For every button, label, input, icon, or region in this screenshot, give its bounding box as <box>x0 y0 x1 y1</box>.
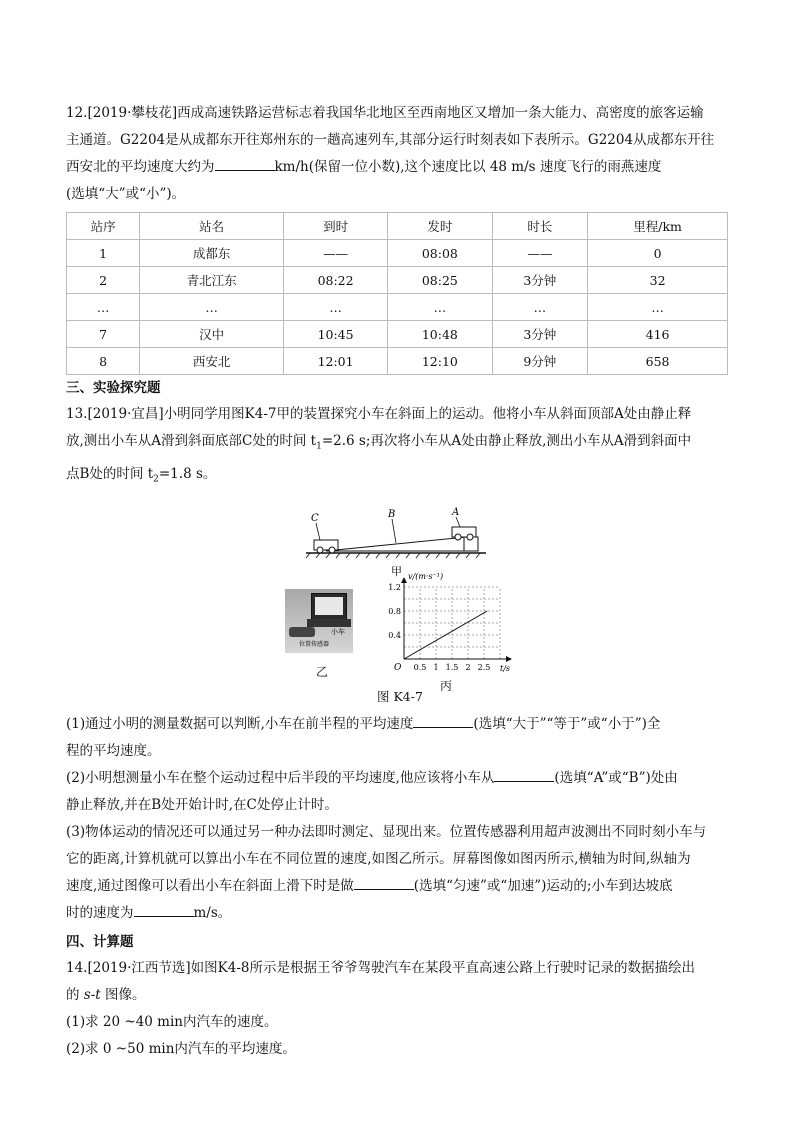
q14-line-1: 14.[2019·江西节选]如图K4-8所示是根据王爷爷驾驶汽车在某段平直高速公路上行驶时记录的数据描绘出 <box>66 960 695 977</box>
timetable-row <box>67 267 728 294</box>
q12-line-3-post: km/h(保留一位小数),这个速度比以 48 m/s 速度飞行的雨燕速度 <box>274 159 662 175</box>
incline-diagram <box>296 503 496 581</box>
laptop-photo <box>285 589 353 653</box>
q13-part3-line4 <box>66 900 728 927</box>
timetable-header-row <box>67 213 728 240</box>
label-sensor: 位置传感器 <box>299 641 330 649</box>
q13-part1-blank[interactable] <box>413 713 473 728</box>
q13-part2-blank[interactable] <box>494 767 554 782</box>
timetable-cell: … <box>492 294 588 321</box>
q13-part2-line2: 静止释放,并在B处开始计时,在C处停止计时。 <box>66 797 338 814</box>
q13-part3-line3 <box>66 873 728 900</box>
timetable-cell: … <box>388 294 492 321</box>
col-header-station: 站名 <box>140 213 284 240</box>
q14-part-1: (1)求 20 ~40 min内汽车的速度。 <box>66 1014 278 1031</box>
q13-part2-post: (选填“A”或“B”)处由 <box>554 770 678 787</box>
label-car: 小车 <box>331 628 345 637</box>
col-header-depart: 发时 <box>388 213 492 240</box>
timetable-row <box>67 348 728 375</box>
timetable-cell: 0 <box>588 240 728 267</box>
q13-line-3 <box>66 461 728 494</box>
q13-part3-blank-2[interactable] <box>134 902 194 917</box>
timetable-cell: … <box>283 294 387 321</box>
y-tick-label: 0.8 <box>388 607 401 617</box>
t2-subscript: 2 <box>153 474 159 485</box>
q13-part3-blank-1[interactable] <box>354 875 414 890</box>
x-tick-label: 2 <box>465 663 471 673</box>
q13-line-3-pre: 点B处的时间 t <box>66 465 154 482</box>
timetable-cell: 7 <box>67 321 140 348</box>
timetable-cell: 成都东 <box>140 240 284 267</box>
caption-jia: 甲 <box>391 565 402 579</box>
x-axis-arrow <box>506 656 512 662</box>
timetable-cell: 32 <box>588 267 728 294</box>
timetable-cell: 3分钟 <box>492 321 588 348</box>
col-header-mileage: 里程/km <box>588 213 728 240</box>
timetable-cell: 416 <box>588 321 728 348</box>
q13-part3-l3-pre: 速度,通过图像可以看出小车在斜面上滑下时是做 <box>66 878 354 895</box>
timetable-cell: 1 <box>67 240 140 267</box>
q13-part3-l4-post: m/s。 <box>193 905 232 922</box>
timetable-cell: 3分钟 <box>492 267 588 294</box>
section-3-heading: 三、实验探究题 <box>66 380 161 396</box>
t1-subscript: 1 <box>316 441 322 452</box>
x-axis-label: t/s <box>500 664 511 674</box>
timetable-cell: 10:45 <box>283 321 387 348</box>
figure-k4-7 <box>66 493 728 703</box>
laptop-screen <box>311 593 347 621</box>
figure-caption: 图 K4-7 <box>377 689 423 705</box>
y-axis-arrow <box>401 577 407 583</box>
timetable-cell: 10:48 <box>388 321 492 348</box>
q12-line-4 <box>66 181 728 208</box>
q14-line-2 <box>66 982 728 1009</box>
vt-chart <box>388 571 518 683</box>
timetable-row <box>67 294 728 321</box>
timetable-cell: … <box>67 294 140 321</box>
q13-part1-pre: (1)通过小明的测量数据可以判断,小车在前半程的平均速度 <box>66 716 414 733</box>
timetable-cell: 9分钟 <box>492 348 588 375</box>
worksheet-page <box>66 100 728 1063</box>
q13-part2-line1 <box>66 765 728 792</box>
timetable <box>66 212 728 375</box>
section-4-heading: 四、计算题 <box>66 934 134 951</box>
col-header-arrive: 到时 <box>283 213 387 240</box>
incline-ramp <box>326 537 466 551</box>
timetable-cell: —— <box>283 240 387 267</box>
x-tick-label: 1 <box>433 663 439 673</box>
origin-label: O <box>394 663 402 674</box>
q13-part3-line2: 它的距离,计算机就可以算出小车在不同位置的速度,如图乙所示。屏幕图像如图丙所示,横轴为时间,纵轴为 <box>66 851 691 868</box>
q12-line-3 <box>66 154 728 181</box>
x-tick-label: 0.5 <box>413 663 427 673</box>
laptop-base <box>307 619 351 627</box>
timetable-cell: 青北江东 <box>140 267 284 294</box>
col-header-seq: 站序 <box>67 213 140 240</box>
q12-line-3-pre: 西安北的平均速度大约为 <box>66 159 215 175</box>
q13-line-2-pre: 放,测出小车从A滑到斜面底部C处的时间 t <box>66 433 317 449</box>
label-b: B <box>388 509 396 521</box>
y-tick-label: 1.2 <box>388 583 401 593</box>
timetable-cell: —— <box>492 240 588 267</box>
timetable-cell: 8 <box>67 348 140 375</box>
timetable-row <box>67 321 728 348</box>
label-a: A <box>452 507 460 519</box>
y-axis-label: v/(m·s⁻¹) <box>408 572 444 582</box>
q13-line-1: 13.[2019·宜昌]小明同学用图K4-7甲的装置探究小车在斜面上的运动。他将小车从斜面顶部A处由静止释 <box>66 406 692 422</box>
q12-line-2: 主通道。G2204是从成都东开往郑州东的一趟高速列车,其部分运行时刻表如下表所示。G2204从成都东开往 <box>66 132 715 148</box>
timetable-cell: 2 <box>67 267 140 294</box>
q13-line-2-post: =2.6 s;再次将小车从A处由静止释放,测出小车从A滑到斜面中 <box>321 433 692 449</box>
timetable-cell: … <box>140 294 284 321</box>
q13-part3-l3-post: (选填“匀速”或“加速”)运动的;小车到达坡底 <box>413 878 673 895</box>
q12-line-1: 12.[2019·攀枝花]西成高速铁路运营标志着我国华北地区至西南地区又增加一条大能力、高密度的旅客运输 <box>66 105 704 121</box>
pointer-c <box>316 523 320 540</box>
q13-line-2 <box>66 428 728 461</box>
timetable-cell: 08:22 <box>283 267 387 294</box>
col-header-duration: 时长 <box>492 213 588 240</box>
caption-yi: 乙 <box>316 665 329 680</box>
timetable-cell: 658 <box>588 348 728 375</box>
chart-grid <box>404 587 500 659</box>
q13-line-3-post: =1.8 s。 <box>158 465 217 482</box>
pointer-a <box>456 517 460 527</box>
sensor-device <box>289 627 315 637</box>
q13-part1-post: (选填“大于”“等于”或“小于”)全 <box>473 716 661 733</box>
q12-answer-blank-1[interactable] <box>215 156 275 171</box>
y-tick-label: 0.4 <box>388 631 401 641</box>
q13-part1-line2: 程的平均速度。 <box>66 743 161 760</box>
caption-bing: 丙 <box>440 679 453 694</box>
timetable-cell: 08:25 <box>388 267 492 294</box>
x-tick-label: 2.5 <box>477 663 491 673</box>
timetable-cell: 12:01 <box>283 348 387 375</box>
q14-line-2-pre: 的 <box>66 987 84 1004</box>
timetable-cell: 汉中 <box>140 321 284 348</box>
x-tick-label: 1.5 <box>445 663 459 673</box>
q14-st-symbol: s-t <box>83 987 101 1004</box>
timetable-cell: 西安北 <box>140 348 284 375</box>
q13-part2-pre: (2)小明想测量小车在整个运动过程中后半段的平均速度,他应该将小车从 <box>66 770 495 787</box>
q14-line-2-post: 图像。 <box>100 987 146 1004</box>
pointer-b <box>392 519 396 543</box>
q13-part3-l4-pre: 时的速度为 <box>66 905 134 922</box>
q14-part-2: (2)求 0 ~50 min内汽车的平均速度。 <box>66 1041 296 1058</box>
q13-part1-line1 <box>66 711 728 738</box>
timetable-row <box>67 240 728 267</box>
timetable-cell: 12:10 <box>388 348 492 375</box>
timetable-cell: … <box>588 294 728 321</box>
q12-line-4-text: (选填“大”或“小”)。 <box>66 186 186 202</box>
q13-part3-line1: (3)物体运动的情况还可以通过另一种办法即时测定、显现出来。位置传感器利用超声波测出不同时刻小车与 <box>66 824 707 841</box>
label-c: C <box>311 513 319 525</box>
timetable-cell: 08:08 <box>388 240 492 267</box>
